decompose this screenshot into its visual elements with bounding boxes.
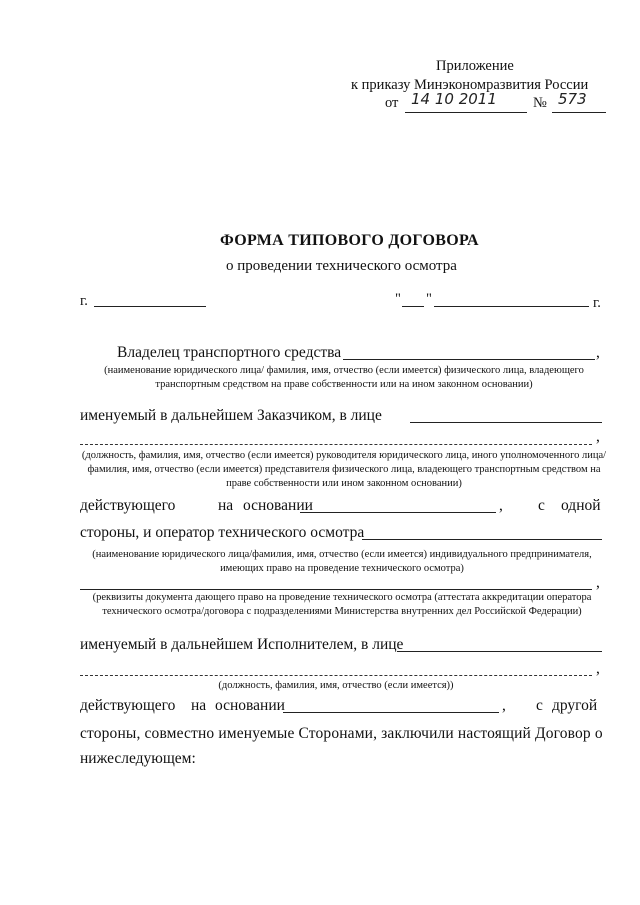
page-subtitle: о проведении технического осмотра [226,258,457,274]
executor-rep-field-2[interactable] [80,675,592,676]
closing-line-2: нижеследующем: [80,750,196,767]
quote-open: " [395,291,401,307]
basis1-word-3: основании [243,497,313,514]
basis1-word-1: действующего [80,497,176,514]
basis1-word-2: на [218,497,234,514]
closing-line-1: стороны, совместно именуемые Сторонами, заключили настоящий Договор о [80,725,603,742]
date-underline [405,112,527,113]
customer-comma: , [596,428,600,445]
basis2-word-1: действующего [80,697,176,714]
customer-note: (должность, фамилия, имя, отчество (если имеется) руководителя юридического лица, иного уполномоченного лица/фамилия, имя, отчество (если имеется) представителя физического лица, владеющего транспортным средством на праве собственности или ином законном основании) [81,450,607,489]
customer-label: именуемый в дальнейшем Заказчиком, в лице [80,407,382,424]
executor-comma: , [596,660,600,677]
operator-comma: , [596,574,600,591]
executor-rep-field[interactable] [397,651,602,652]
customer-rep-field-2[interactable] [80,444,592,445]
owner-label: Владелец транспортного средства [117,344,342,361]
basis1-comma: , [499,497,503,514]
basis1-field[interactable] [300,512,496,513]
quote-close: " [426,291,432,307]
number-underline [552,112,606,113]
basis2-word-2: на [191,697,207,714]
operator-doc-note: (реквизиты документа дающего право на проведение технического осмотра (аттестата аккредитации оператора технического осмотра/договора с подразделениями Министерства внутренних дел Российской Федерации) [92,592,592,617]
basis2-word-3: основании [215,697,285,714]
appendix-number-label: № [533,95,547,111]
operator-note: (наименование юридического лица/фамилия, имя, отчество (если имеется) индивидуального предпринимателя, имеющих право на проведение технического осмотра) [92,549,592,574]
year-suffix: г. [593,295,601,311]
appendix-label: Приложение [436,58,514,74]
appendix-date: 14 10 2011 [411,90,497,108]
owner-comma: , [596,344,600,361]
day-field[interactable] [402,306,424,307]
operator-label: стороны, и оператор технического осмотра [80,524,365,541]
basis1-word-5: одной [561,497,601,514]
basis1-word-4: с [538,497,545,514]
executor-label: именуемый в дальнейшем Исполнителем, в лице [80,636,404,653]
appendix-order-ref: к приказу Минэкономразвития России [351,77,589,93]
operator-field[interactable] [362,539,602,540]
customer-rep-field[interactable] [410,422,602,423]
basis2-comma: , [502,697,506,714]
appendix-number: 573 [558,90,587,108]
basis2-word-5: другой [552,697,598,714]
appendix-from-label: от [385,95,399,111]
page-title: ФОРМА ТИПОВОГО ДОГОВОРА [220,232,479,249]
month-year-field[interactable] [434,306,589,307]
owner-field[interactable] [343,359,595,360]
basis2-word-4: с [536,697,543,714]
city-label: г. [80,293,88,309]
operator-doc-field[interactable] [80,589,592,590]
executor-note: (должность, фамилия, имя, отчество (если имеется)) [218,680,454,691]
owner-note: (наименование юридического лица/ фамилия, имя, отчество (если имеется) физического лица, владеющего транспортным средством на праве собственности или на ином законном основании) [104,365,584,390]
basis2-field[interactable] [283,712,499,713]
city-field[interactable] [94,306,206,307]
